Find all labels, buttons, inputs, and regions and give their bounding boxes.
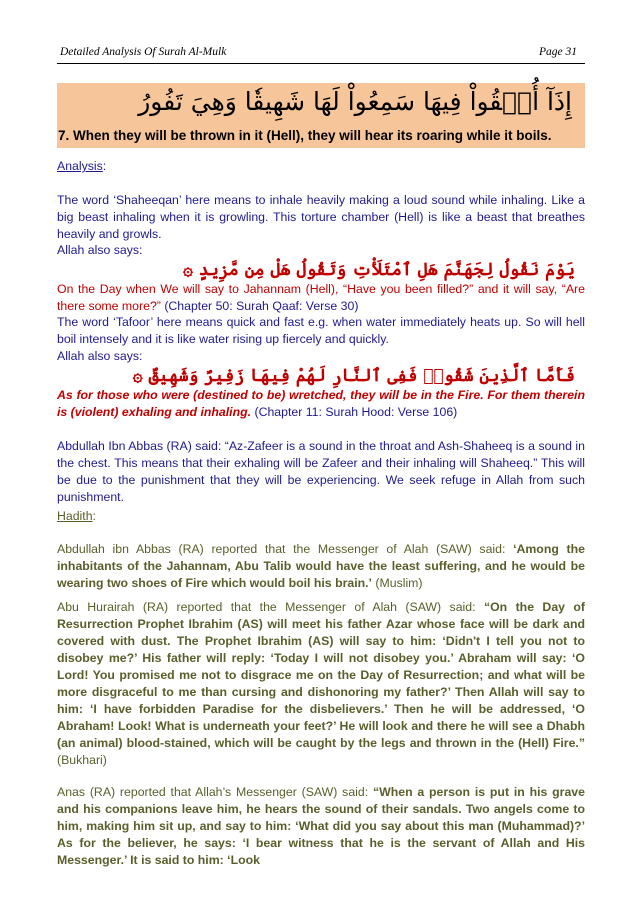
- reference-2: (Chapter 11: Surah Hood: Verse 106): [254, 405, 458, 419]
- hadith-3-quote: “When a person is put in his grave and his companions leave him, he hears the sound of their sandals. Two angels come to him, making him sit up, and say to him: ‘What did you say about this man (Muhammad)?’ As for the believer, he says: ‘I bear witness that he is the servant of Allah and His Messenger.’ It is said to him: ‘Look: [57, 785, 585, 867]
- hadith-1-quote: ‘Among the inhabitants of the Jahannam, Abu Talib would have the least suffering, and he would be wearing two shoes of Fire which would boil his brain.’: [57, 542, 585, 590]
- arabic-verse-1: يَوْمَ نَقُولُ لِجَهَنَّمَ هَلِ ٱمْتَلَأْتِ وَتَقُولُ هَلْ مِن مَّزِيدٍ ۞: [183, 260, 575, 280]
- quote-2: As for those who were (destined to be) wretched, they will be in the Fire. For them therein is (violent) exhaling and inhaling.: [57, 388, 585, 419]
- page-header: [57, 43, 585, 61]
- hadith-heading: Hadith:: [57, 509, 96, 523]
- hadith-1-intro: Abdullah ibn Abbas (RA) reported that the Messenger of Alah (SAW) said:: [57, 542, 506, 556]
- reference-1: (Chapter 50: Surah Qaaf: Verse 30): [164, 299, 359, 313]
- hadith-3: [57, 784, 585, 869]
- hadith-2-ref: (Bukhari): [57, 753, 107, 767]
- analysis-heading-label: Analysis: [57, 159, 103, 173]
- verse-arabic: إِذَآ أُلۡقُواْ فِيهَا سَمِعُواْ لَهَا شَهِيقٗا وَهِيَ تَفُورُ: [138, 87, 572, 116]
- analysis-heading: Analysis:: [57, 159, 107, 173]
- quote-1: On the Day when We will say to Jahannam (Hell), “Have you been filled?” and it will say, “Are there some more?”: [57, 282, 585, 313]
- verse-translation: 7. When they will be thrown in it (Hell), they will hear its roaring while it boils.: [58, 128, 552, 143]
- hadith-2-quote: “On the Day of Resurrection Prophet Ibrahim (AS) will meet his father Azar whose face will be dark and covered with dust. The Prophet Ibrahim (AS) will say to him: ‘Didn't I tell you not to disobey me?’ His father will reply: ‘Today I will not disobey you.’ Abraham will say: ‘O Lord! You promised me not to disgrace me on the Day of Resurrection; and what will be more disgraceful to me than cursing and dishonoring my father?’ Then Allah will say to him: ‘I have forbidden Paradise for the disbelievers.’ Then he will be addressed, ‘O Abraham! Look! What is underneath your feet?’ He will look and there he will see a Dhabh (an animal) blood-stained, which will be caught by the legs and thrown in the (Hell) Fire.”: [57, 600, 586, 750]
- hadith-2: [57, 599, 585, 769]
- hadith-heading-label: Hadith: [57, 509, 93, 523]
- quote-block-1: [57, 281, 585, 315]
- analysis-paragraph-2: The word ‘Tafoor’ here means quick and fast e.g. when water immediately heats up. So will hell boil intensely and it is like water rising up fiercely and quickly.: [57, 315, 585, 346]
- quote-block-2: [57, 387, 585, 421]
- hadith-2-intro: Abu Hurairah (RA) reported that the Messenger of Alah (SAW) said:: [57, 600, 476, 614]
- allah-also-says-2: Allah also says:: [57, 349, 143, 363]
- header-rule: [57, 63, 585, 64]
- hadith-1-ref: (Muslim): [375, 576, 423, 590]
- allah-also-says-1: Allah also says:: [57, 243, 143, 257]
- analysis-paragraph-3: Abdullah Ibn Abbas (RA) said: “Az-Zafeer is a sound in the throat and Ash-Shaheeq is a sound in the chest. This means that their exhaling will be Zafeer and their inhaling will Shaheeq.” This will be due to the punishment that they will be experiencing. We seek refuge in Allah from such punishment.: [57, 439, 585, 504]
- hadith-1: [57, 541, 585, 592]
- hadith-3-intro: Anas (RA) reported that Allah’s Messenger (SAW) said:: [57, 785, 369, 799]
- page-number: Page 31: [538, 46, 577, 58]
- arabic-verse-2: فَأَمَّا ٱلَّذِينَ شَقُوا۟ فَفِى ٱلنَّارِ لَهُمْ فِيهَا زَفِيرٌ وَشَهِيقٌ ۞: [132, 366, 575, 386]
- analysis-paragraph-1: The word ‘Shaheeqan’ here means to inhale heavily making a loud sound while inhaling. Like a big beast inhaling when it is growling. This torture chamber (Hell) is like a beast that breathes heavily and growls.: [57, 193, 585, 241]
- header-title: Detailed Analysis Of Surah Al-Mulk: [60, 46, 227, 58]
